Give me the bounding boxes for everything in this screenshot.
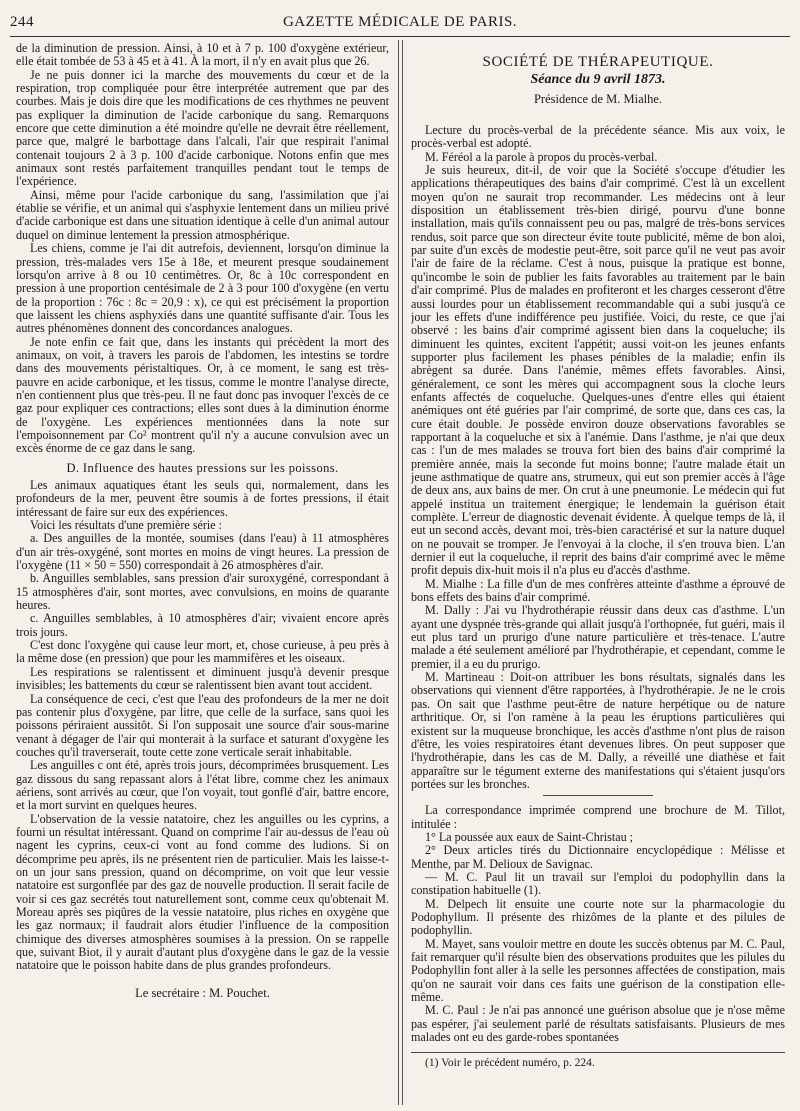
paragraph: c. Anguilles semblables, à 10 atmosphères d'air; vivaient encore après trois jours. xyxy=(16,611,389,639)
paragraph: M. C. Paul : Je n'ai pas annoncé une guérison absolue que je n'ose même pas espérer, j'ai seulement parlé de résultats satisfaisants. Plusieurs de mes malades ont eu des garde-robes spontanées xyxy=(411,1003,785,1045)
paragraph: La correspondance imprimée comprend une brochure de M. Tillot, intitulée : xyxy=(411,803,785,831)
column-divider xyxy=(398,40,399,1105)
journal-title: GAZETTE MÉDICALE DE PARIS. xyxy=(282,14,518,30)
paragraph: Les anguilles c ont été, après trois jours, décomprimées brusquement. Les gaz dissous du sang repassant alors à l'état libre, comme chez les animaux aériens, sont arrivés au cœur, que l'on voyait, tout gonflé d'air, battre encore, et la mort survint en quelques heures. xyxy=(16,758,389,813)
paragraph: Lecture du procès-verbal de la précédente séance. Mis aux voix, le procès-verbal est adopté. xyxy=(411,123,785,151)
presidence: Présidence de M. Mialhe. xyxy=(533,91,663,106)
paragraph: Voici les résultats d'une première série : xyxy=(30,518,223,533)
paragraph: b. Anguilles semblables, sans pression d'air suroxygéné, correspondant à 15 atmosphères d'air, sont mortes, avec convulsions, en moins de quarante heures. xyxy=(16,571,389,613)
paragraph: La conséquence de ceci, c'est que l'eau des profondeurs de la mer ne doit pas contenir plus d'oxygène, par litre, que celle de la surface, sans quoi les poissons périraient aussitôt. Si l'on supposait une source d'air sous-marine venant à dégager de l'air qui monterait à la surface et saturant d'oxygène les couches qu'il traverserait, toute cette zone verticale serait inhabitable. xyxy=(16,691,389,759)
paragraph: M. Féréol a la parole à propos du procès-verbal. xyxy=(425,149,658,164)
list-item: 1° La poussée aux eaux de Saint-Christau ; xyxy=(425,829,634,844)
footnote: (1) Voir le précédent numéro, p. 224. xyxy=(425,1057,595,1070)
paragraph: — M. C. Paul lit un travail sur l'emploi du podophyllin dans la constipation habituelle (1). xyxy=(411,869,785,898)
paragraph: Je ne puis donner ici la marche des mouvements du cœur et de la respiration, trop compliquée pour être interprétée autrement que par des courbes. Mais je dois dire que les modifications de ces rhythmes ne peuvent pas expliquer la diminution de l'acide carbonique du sang. Remarquons encore que cette diminution a été moindre qu'elle ne devrait être réellement, parce que, malgré le barbottage dans l'alcali, l'air que respirait l'animal contenait toujours 2 à 3 p. 100 d'acide carbonique. Notons enfin que mes animaux sont restés parfaitement tranquilles pendant tout le temps de l'expérience. xyxy=(16,67,389,189)
paragraph: M. Martineau : Doit-on attribuer les bons résultats, signalés dans les observations qui viennent d'être rapportées, à l'hydrothérapie. Je ne le crois pas. On sait que l'asthme peut-être de nature herpétique ou de nature arthritique. Or, si l'on ramène à la peau les éruptions particulières qui existent sur la muqueuse bronchique, les accès d'asthme n'ont plus de raison d'être, les voies respiratoires étant devenues libres. On peut supposer que l'hydrothérapie, dans les cas de M. Dally, a réveillé une diathèse et fait apparaître sur le tégument externe des manifestations qui s'étaient jusqu'ors portées sur les bronches. xyxy=(411,670,785,791)
seance-title: Séance du 9 avril 1873. xyxy=(530,72,666,88)
paragraph: Les chiens, comme je l'ai dit autrefois, deviennent, lorsqu'on diminue la pression, très-malades vers 15e à 18e, et meurent presque soudainement lorsqu'on arrive à 8 ou 10 centimètres. Or, 8c à 10c correspondent en pression à une proportion centésimale de 2 à 3 pour 100 d'oxygène (en vertu de la proportion : 76c : 8c = 20,9 : x), ce qui est précisément la proportion que laissent les chiens asphyxiés dans une quantité suffisante d'air. Tous les autres phénomènes donnent des concordances analogues. xyxy=(16,241,389,336)
page-header xyxy=(10,10,790,34)
paragraph: C'est donc l'oxygène qui cause leur mort, et, chose curieuse, à peu près à la même dose (en pression) que pour les mammifères et les oiseaux. xyxy=(16,638,389,666)
footnote-rule xyxy=(411,1052,785,1053)
page-number: 244 xyxy=(10,14,34,30)
paragraph: Je note enfin ce fait que, dans les instants qui précèdent la mort des animaux, on voit, à travers les parois de l'abdomen, les intestins se tordre dans des mouvements péristaltiques. Or, à ce moment, le sang est très-pauvre en acide carbonique, et les tissus, comme le montre l'analyse directe, n'en contiennent plus que très-peu. Il ne faut donc pas invoquer l'excès de ce gaz pour expliquer ces contractions; elles sont dues à la diminution énorme de l'oxygène. Les expériences mentionnées dans la note sur l'empoisonnement par Co² montrent qu'il n'y a aucune convulsion avec un excès énorme de ce gaz dans le sang. xyxy=(16,334,389,456)
paragraph: a. Des anguilles de la montée, soumises (dans l'eau) à 11 atmosphères d'un air très-oxygéné, sont mortes en moins de vingt heures. La pression de l'oxygène (11 × 50 = 550) correspondait à 26 atmosphères d'air. xyxy=(16,531,389,573)
paragraph: Les animaux aquatiques étant les seuls qui, normalement, dans les profondeurs de la mer, peuvent être soumis à de fortes pressions, il était intéressant de faire sur eux des expériences. xyxy=(16,478,389,519)
paragraph: Ainsi, même pour l'acide carbonique du sang, l'assimilation que j'ai établie se vérifie, et un animal qui s'asphyxie lentement dans un milieu privé d'acide carbonique est dans une situation identique à celle d'un animal autour duquel on diminue lentement la pression atmosphérique. xyxy=(16,187,389,242)
right-column xyxy=(411,42,785,1105)
header-rule xyxy=(10,36,790,37)
left-column xyxy=(16,42,389,1105)
list-item: 2° Deux articles tirés du Dictionnaire encyclopédique : Mélisse et Menthe, par M. Delioux de Savignac. xyxy=(411,843,785,871)
separator-rule xyxy=(543,795,653,796)
paragraph: M. Delpech lit ensuite une courte note sur la pharmacologie du Podophyllum. Il présente des rhizômes de la plante et des pilules de podophyllin. xyxy=(411,896,785,938)
paragraph: de la diminution de pression. Ainsi, à 10 et à 7 p. 100 d'oxygène extérieur, elle était tombée de 53 à 45 et à 41. À la mort, il n'y en avait plus que 26. xyxy=(16,42,389,69)
paragraph: M. Dally : J'ai vu l'hydrothérapie réussir dans deux cas d'asthme. L'un ayant une dyspnée très-grande qui allait jusqu'à l'orthopnée, fut guéri, mais il eut plus tard un prurigo d'une nature particulière et très-tenace. L'autre malade a été seulement amélioré par l'hydrothérapie, et cependant, comme le premier, il a eu du prurigo. xyxy=(411,603,785,671)
signature: Le secrétaire : M. Pouchet. xyxy=(135,985,270,1000)
section-heading: D. Influence des hautes pressions sur les poissons. xyxy=(66,460,339,475)
society-title: SOCIÉTÉ DE THÉRAPEUTIQUE. xyxy=(482,54,714,70)
paragraph: Je suis heureux, dit-il, de voir que la Société s'occupe d'étudier les applications thérapeutiques des bains d'air comprimé. C'est là un excellent moyen qu'on ne saurait trop recommander. Les médecins ont à leur disposition un établissement très-bien dirigé, pourvu d'une bonne installation, mais qu'ils connaissent peu ou pas, malgré de très-bons services rendus, soit parce que son directeur évite toute publicité, même de bon aloi, par suite d'un excès de modestie peut-être, soit parce qu'il ne veut pas avoir l'air de faire de la réclame. C'est à nous, puisque la pratique est bonne, qu'incombe le soin de publier les faits favorables au traitement par le bain d'air comprimé. Plus de malades en profiteront et les charges cesseront d'être aussi lourdes pour un établissement recommandable qui a subi jusqu'à ce jour les effets d'une indifférence peu justifiée. Voici, du reste, ce que j'ai observé : les bains d'air comprimé agissent bien dans la coqueluche; ils diminuent les quintes, excitent l'appétit; aussi voit-on les jeunes enfants supporter plus facilement les phases pénibles de la maladie; enfin ils abrègent sa durée. Dans l'anémie, mêmes effets favorables. Ainsi, généralement, ce sont les mères qui accompagnent sous la cloche leurs enfants affectés de coqueluche. Quelques-unes d'entre elles qui étaient anémiques ont été guéries par l'air comprimé, de sorte que, dans ces cas, la cure était double. Je possède environ douze observations favorables se rapportant à la coqueluche et six à l'anémie. Dans l'asthme, je n'ai que deux cas : l'un de mes malades se trouva fort bien des bains d'air comprimé la première année, mais la seconde fut moins bonne; l'autre malade était un jeune asthmatique de quatre ans, strumeux, qui eut son premier accès à l'âge de deux ans, aux bains de mer. On crut à une pneumonie. Le médecin qui fut appelé institua un traitement énergique; le lendemain la guérison était complète. L'erreur de diagnostic devenait évidente. À quelque temps de là, il eut un second accès, devant moi, très-bien caractérisé et sur la nature duquel on ne pouvait se tromper. Je l'envoyai à la cloche, il s'en trouva bien. L'an dernier il eut la coqueluche, il reprit des bains d'air comprimé avec le même profit depuis dix-huit mois il n'a plus eu d'accès d'asthme. xyxy=(411,163,785,578)
paragraph: M. Mialhe : La fille d'un de mes confrères atteinte d'asthme a éprouvé de bons effets des bains d'air comprimé. xyxy=(411,576,785,605)
paragraph: L'observation de la vessie natatoire, chez les anguilles ou les cyprins, a fourni un résultat intéressant. Quand on comprime l'air au-dessus de l'eau où nagent les cyprins, ceux-ci vont au fond comme des ludions. Si on décomprime peu après, ils ne présentent rien de particulier. Mais les laisse-t-on un jour sans pression, quand on décomprime, on voit que leur vessie natatoire est surgonflée par des gaz de nouvelle production. Il serait facile de voir si ces gaz secrétés tout naturellement sont, comme ceux qu'obtenait M. Moreau après ses piqûres de la vessie natatoire, plus riches en oxygène que les gaz normaux; il faudrait alors étudier l'influence de la composition chimique des diverses atmosphères soumises à la pression. On se rappelle que, suivant Biot, il y aurait d'autant plus d'oxygène dans le gaz de la vessie natatoire que le poisson habite dans de plus grandes profondeurs. xyxy=(16,811,389,973)
paragraph: M. Mayet, sans vouloir mettre en doute les succès obtenus par M. C. Paul, fait remarquer qu'il résulte bien des observations produites que les pilules du Podophyllin font aller à la selle les personnes affectées de constipation, mais qu'on ne saurait voir dans ces faits une guérison de la constipation elle-même. xyxy=(411,936,785,1005)
paragraph: Les respirations se ralentissent et diminuent jusqu'à devenir presque invisibles; les battements du cœur se ralentissent bien avant tout accident. xyxy=(16,664,389,693)
